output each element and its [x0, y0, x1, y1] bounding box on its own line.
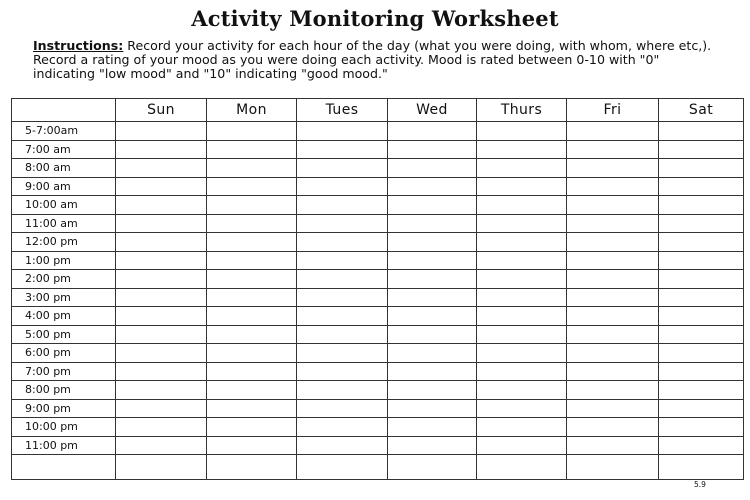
worksheet-title: Activity Monitoring Worksheet — [191, 6, 559, 31]
entry-cell[interactable] — [297, 159, 388, 178]
time-row — [12, 418, 744, 437]
entry-cell[interactable] — [116, 307, 207, 326]
time-row — [12, 196, 744, 215]
time-row — [12, 251, 744, 270]
entry-cell[interactable] — [12, 455, 116, 480]
entry-cell[interactable] — [567, 122, 659, 141]
time-label: 11:00 pm — [12, 436, 116, 455]
time-row — [12, 122, 744, 141]
entry-cell[interactable] — [116, 436, 207, 455]
entry-cell[interactable] — [116, 122, 207, 141]
time-row — [12, 159, 744, 178]
entry-cell[interactable] — [477, 159, 567, 178]
entry-cell[interactable] — [116, 455, 207, 480]
entry-cell[interactable] — [567, 455, 659, 480]
entry-cell[interactable] — [477, 344, 567, 363]
entry-cell[interactable] — [567, 381, 659, 400]
entry-cell[interactable] — [297, 251, 388, 270]
entry-cell[interactable] — [207, 140, 297, 159]
entry-cell[interactable] — [659, 140, 744, 159]
entry-cell[interactable] — [659, 455, 744, 480]
entry-cell[interactable] — [207, 251, 297, 270]
entry-cell[interactable] — [297, 307, 388, 326]
entry-cell[interactable] — [297, 122, 388, 141]
entry-cell[interactable] — [207, 362, 297, 381]
entry-cell[interactable] — [207, 233, 297, 252]
day-header: Mon — [207, 99, 297, 122]
time-label: 2:00 pm — [12, 270, 116, 289]
blank-row — [12, 455, 744, 480]
time-label: 1:00 pm — [12, 251, 116, 270]
entry-cell[interactable] — [388, 251, 477, 270]
time-row — [12, 436, 744, 455]
entry-cell[interactable] — [477, 233, 567, 252]
time-row — [12, 344, 744, 363]
entry-cell[interactable] — [659, 307, 744, 326]
entry-cell[interactable] — [207, 196, 297, 215]
entry-cell[interactable] — [477, 288, 567, 307]
entry-cell[interactable] — [297, 362, 388, 381]
entry-cell[interactable] — [567, 177, 659, 196]
instructions — [33, 39, 723, 81]
entry-cell[interactable] — [477, 418, 567, 437]
time-label: 12:00 pm — [12, 233, 116, 252]
entry-cell[interactable] — [388, 177, 477, 196]
entry-cell[interactable] — [477, 196, 567, 215]
time-row — [12, 288, 744, 307]
entry-cell[interactable] — [388, 214, 477, 233]
entry-cell[interactable] — [567, 233, 659, 252]
entry-cell[interactable] — [477, 307, 567, 326]
entry-cell[interactable] — [477, 455, 567, 480]
entry-cell[interactable] — [388, 344, 477, 363]
time-label: 4:00 pm — [12, 307, 116, 326]
entry-cell[interactable] — [388, 418, 477, 437]
time-label: 9:00 pm — [12, 399, 116, 418]
entry-cell[interactable] — [116, 381, 207, 400]
time-label: 8:00 pm — [12, 381, 116, 400]
entry-cell[interactable] — [388, 399, 477, 418]
corner-cell — [12, 99, 116, 122]
entry-cell[interactable] — [207, 399, 297, 418]
activity-grid — [11, 98, 744, 480]
entry-cell[interactable] — [207, 325, 297, 344]
time-label: 5-7:00am — [12, 122, 116, 141]
time-row — [12, 381, 744, 400]
entry-cell[interactable] — [659, 177, 744, 196]
entry-cell[interactable] — [297, 325, 388, 344]
time-label: 10:00 pm — [12, 418, 116, 437]
time-row — [12, 214, 744, 233]
entry-cell[interactable] — [388, 325, 477, 344]
entry-cell[interactable] — [477, 362, 567, 381]
entry-cell[interactable] — [297, 381, 388, 400]
time-label: 6:00 pm — [12, 344, 116, 363]
entry-cell[interactable] — [567, 251, 659, 270]
entry-cell[interactable] — [388, 140, 477, 159]
entry-cell[interactable] — [567, 159, 659, 178]
entry-cell[interactable] — [297, 214, 388, 233]
day-header: Fri — [567, 99, 659, 122]
entry-cell[interactable] — [567, 214, 659, 233]
time-label: 11:00 am — [12, 214, 116, 233]
entry-cell[interactable] — [388, 455, 477, 480]
entry-cell[interactable] — [388, 122, 477, 141]
entry-cell[interactable] — [297, 177, 388, 196]
entry-cell[interactable] — [297, 418, 388, 437]
entry-cell[interactable] — [567, 196, 659, 215]
entry-cell[interactable] — [567, 436, 659, 455]
entry-cell[interactable] — [297, 140, 388, 159]
entry-cell[interactable] — [297, 344, 388, 363]
entry-cell[interactable] — [116, 325, 207, 344]
entry-cell[interactable] — [207, 381, 297, 400]
entry-cell[interactable] — [477, 436, 567, 455]
entry-cell[interactable] — [116, 177, 207, 196]
entry-cell[interactable] — [388, 196, 477, 215]
entry-cell[interactable] — [116, 344, 207, 363]
header-row — [12, 99, 744, 122]
day-header: Sat — [659, 99, 744, 122]
entry-cell[interactable] — [477, 325, 567, 344]
entry-cell[interactable] — [207, 307, 297, 326]
entry-cell[interactable] — [207, 455, 297, 480]
entry-cell[interactable] — [388, 159, 477, 178]
time-label: 7:00 am — [12, 140, 116, 159]
entry-cell[interactable] — [116, 288, 207, 307]
entry-cell[interactable] — [659, 344, 744, 363]
time-label: 5:00 pm — [12, 325, 116, 344]
page-number: 5.9 — [694, 480, 706, 489]
entry-cell[interactable] — [567, 418, 659, 437]
instructions-label: Instructions: — [33, 38, 124, 53]
entry-cell[interactable] — [567, 344, 659, 363]
entry-cell[interactable] — [207, 288, 297, 307]
entry-cell[interactable] — [659, 381, 744, 400]
time-row — [12, 362, 744, 381]
entry-cell[interactable] — [477, 270, 567, 289]
entry-cell[interactable] — [567, 288, 659, 307]
entry-cell[interactable] — [659, 122, 744, 141]
entry-cell[interactable] — [567, 399, 659, 418]
entry-cell[interactable] — [659, 214, 744, 233]
day-header: Tues — [297, 99, 388, 122]
time-label: 3:00 pm — [12, 288, 116, 307]
entry-cell[interactable] — [567, 362, 659, 381]
entry-cell[interactable] — [116, 418, 207, 437]
day-header: Wed — [388, 99, 477, 122]
entry-cell[interactable] — [659, 436, 744, 455]
entry-cell[interactable] — [659, 362, 744, 381]
entry-cell[interactable] — [567, 270, 659, 289]
entry-cell[interactable] — [388, 436, 477, 455]
entry-cell[interactable] — [207, 177, 297, 196]
entry-cell[interactable] — [297, 233, 388, 252]
entry-cell[interactable] — [297, 455, 388, 480]
entry-cell[interactable] — [477, 140, 567, 159]
entry-cell[interactable] — [567, 140, 659, 159]
entry-cell[interactable] — [477, 122, 567, 141]
time-row — [12, 399, 744, 418]
entry-cell[interactable] — [659, 418, 744, 437]
entry-cell[interactable] — [116, 251, 207, 270]
entry-cell[interactable] — [659, 196, 744, 215]
entry-cell[interactable] — [659, 159, 744, 178]
entry-cell[interactable] — [116, 270, 207, 289]
entry-cell[interactable] — [477, 177, 567, 196]
entry-cell[interactable] — [477, 381, 567, 400]
time-row — [12, 307, 744, 326]
entry-cell[interactable] — [207, 122, 297, 141]
time-label: 7:00 pm — [12, 362, 116, 381]
time-row — [12, 270, 744, 289]
entry-cell[interactable] — [388, 270, 477, 289]
entry-cell[interactable] — [116, 140, 207, 159]
entry-cell[interactable] — [297, 196, 388, 215]
time-row — [12, 325, 744, 344]
entry-cell[interactable] — [388, 233, 477, 252]
time-label: 8:00 am — [12, 159, 116, 178]
entry-cell[interactable] — [116, 233, 207, 252]
entry-cell[interactable] — [659, 288, 744, 307]
entry-cell[interactable] — [659, 233, 744, 252]
day-header: Sun — [116, 99, 207, 122]
entry-cell[interactable] — [297, 270, 388, 289]
entry-cell[interactable] — [297, 288, 388, 307]
entry-cell[interactable] — [207, 159, 297, 178]
entry-cell[interactable] — [388, 381, 477, 400]
entry-cell[interactable] — [207, 270, 297, 289]
time-row — [12, 233, 744, 252]
entry-cell[interactable] — [659, 399, 744, 418]
time-row — [12, 177, 744, 196]
entry-cell[interactable] — [116, 362, 207, 381]
entry-cell[interactable] — [659, 325, 744, 344]
entry-cell[interactable] — [207, 344, 297, 363]
entry-cell[interactable] — [207, 436, 297, 455]
entry-cell[interactable] — [659, 251, 744, 270]
entry-cell[interactable] — [388, 288, 477, 307]
entry-cell[interactable] — [388, 307, 477, 326]
entry-cell[interactable] — [116, 159, 207, 178]
entry-cell[interactable] — [388, 362, 477, 381]
time-label: 9:00 am — [12, 177, 116, 196]
instructions-text: Record your activity for each hour of the day (what you were doing, with whom, where etc,). Record a rating of your mood as you were doing each activity. Mood is rated between 0-10 with "0" indicating "low mood" and "10" indicating "good mood." — [33, 38, 712, 81]
entry-cell[interactable] — [477, 399, 567, 418]
time-row — [12, 140, 744, 159]
entry-cell[interactable] — [297, 436, 388, 455]
entry-cell[interactable] — [207, 214, 297, 233]
entry-cell[interactable] — [116, 399, 207, 418]
entry-cell[interactable] — [477, 214, 567, 233]
entry-cell[interactable] — [116, 214, 207, 233]
entry-cell[interactable] — [567, 325, 659, 344]
entry-cell[interactable] — [659, 270, 744, 289]
entry-cell[interactable] — [567, 307, 659, 326]
time-label: 10:00 am — [12, 196, 116, 215]
entry-cell[interactable] — [477, 251, 567, 270]
entry-cell[interactable] — [116, 196, 207, 215]
day-header: Thurs — [477, 99, 567, 122]
entry-cell[interactable] — [297, 399, 388, 418]
entry-cell[interactable] — [207, 418, 297, 437]
